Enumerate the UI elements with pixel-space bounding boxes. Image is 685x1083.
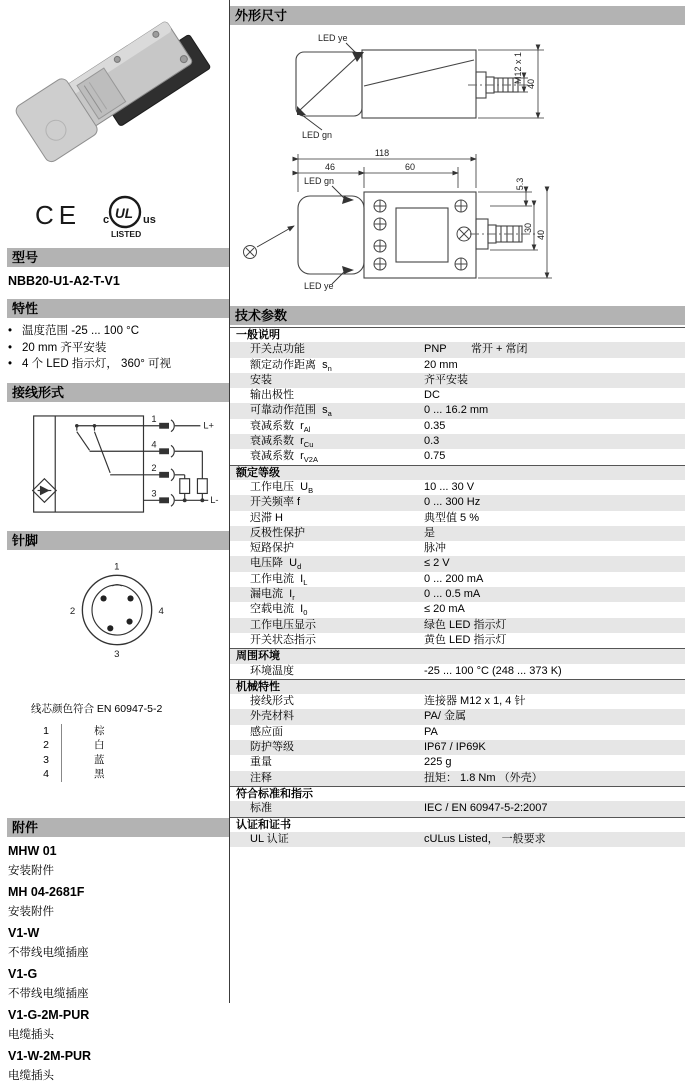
tech-row-label: 防护等级: [250, 741, 294, 754]
tech-row-value: 脉冲: [424, 542, 446, 555]
section-header-model: 型号: [7, 248, 229, 267]
section-header-features: 特性: [7, 299, 229, 318]
tech-row: [230, 664, 685, 679]
tech-row: [230, 633, 685, 648]
accessory-model: V1-G: [8, 966, 38, 981]
tech-row: [230, 511, 685, 526]
core-pin-number: 2: [43, 739, 49, 751]
tech-row: [230, 602, 685, 617]
dimension-drawing-top: [230, 146, 685, 296]
tech-row-label: 反极性保护: [250, 526, 305, 539]
tech-row: [230, 832, 685, 847]
tech-row-value: PA: [424, 725, 438, 738]
tech-row: [230, 373, 685, 388]
side-thread-label: M12 x 1: [513, 51, 523, 85]
tech-row: [230, 495, 685, 510]
tech-row-label: 开关频率 f: [250, 496, 301, 509]
tech-row: [230, 801, 685, 816]
tech-row-label: 额定动作距离 $s_n$: [250, 358, 332, 373]
tech-row: [230, 434, 685, 449]
top-60-dim: 60: [404, 162, 416, 172]
product-photo-image: [7, 4, 225, 186]
bullet-icon: •: [8, 325, 13, 337]
accessory-model: V1-W: [8, 925, 40, 940]
tech-row-value: 0 ... 300 Hz: [424, 496, 481, 509]
tech-row-value: cULus Listed， 一般要求: [424, 832, 546, 845]
accessories-list: [8, 844, 229, 1083]
svg-text:LISTED: LISTED: [111, 229, 142, 239]
tech-row-value: 0.35: [424, 419, 446, 432]
tech-row-value: DC: [424, 389, 440, 402]
tech-row-value-secondary: 常开 + 常闭: [471, 343, 528, 356]
pinout-pin4-label: 4: [158, 605, 164, 617]
accessory-description: 电缆插头: [8, 1069, 54, 1082]
tech-row: [230, 403, 685, 418]
svg-text:c: c: [103, 214, 110, 226]
tech-row: [230, 388, 685, 403]
core-color-name: 黑: [61, 767, 134, 782]
feature-item: [8, 340, 229, 357]
tech-row-value: ≤ 20 mA: [424, 603, 465, 616]
core-color-row: [31, 753, 134, 768]
pinout-pin3-label: 3: [114, 648, 120, 660]
tech-row-label: 衰减系数 $r_{Al}$: [250, 419, 311, 434]
wiring-lplus-label: L+: [203, 420, 214, 431]
tech-row: [230, 755, 685, 770]
ce-mark: CE: [35, 200, 82, 230]
tech-row-label: 环境温度: [250, 664, 294, 677]
tech-row: [230, 342, 685, 357]
tech-row: [230, 541, 685, 556]
tech-row-value: PNP: [424, 343, 447, 356]
tech-row-value: PA/ 金属: [424, 710, 466, 723]
core-color-row: [31, 724, 134, 739]
feature-text: 4 个 LED 指示灯， 360° 可视: [22, 358, 172, 370]
tech-row-label: 开关状态指示: [250, 633, 316, 646]
section-header-dimensions: 外形尺寸: [230, 6, 685, 25]
top-46-dim: 46: [324, 162, 336, 172]
core-color-title: 线芯颜色符合 EN 60947-5-2: [31, 702, 163, 715]
tech-row: [230, 771, 685, 786]
svg-text:us: us: [143, 214, 156, 226]
tech-row-label: 感应面: [250, 725, 283, 738]
bullet-icon: •: [8, 341, 13, 354]
core-color-name: 白: [61, 738, 134, 753]
svg-text:UL: UL: [115, 206, 133, 221]
tech-row-value: IEC / EN 60947-5-2:2007: [424, 802, 548, 815]
tech-row-label: 安装: [250, 373, 272, 386]
accessory-model: V1-W-2M-PUR: [8, 1048, 92, 1063]
tech-row: [230, 572, 685, 587]
core-color-row: [31, 767, 134, 782]
core-pin-number: 1: [43, 724, 49, 737]
section-header-accessories: 附件: [7, 818, 229, 837]
tech-row-label: 重量: [250, 756, 272, 769]
core-pin-number: 4: [43, 768, 49, 780]
tech-row-value: 0 ... 16.2 mm: [424, 404, 489, 417]
accessory-model: MHW 01: [8, 843, 57, 858]
accessory-model: MH 04-2681F: [8, 884, 85, 899]
tech-row: [230, 358, 685, 373]
tech-row-label: 漏电流 $I_r$: [250, 588, 295, 603]
tech-row-label: 衰减系数 $r_{Cu}$: [250, 435, 314, 450]
wiring-pin3-label: 3: [151, 487, 157, 498]
tech-row: [230, 709, 685, 724]
tech-row-value: 连接器 M12 x 1, 4 针: [424, 695, 526, 708]
pinout-diagram: [7, 558, 229, 667]
feature-list: [8, 323, 229, 373]
section-header-pinout: 针脚: [7, 531, 229, 550]
tech-row-value: 0.3: [424, 435, 440, 448]
tech-group-header: 认证和证书: [230, 817, 685, 832]
tech-table: [230, 327, 685, 847]
tech-row-value: 225 g: [424, 756, 452, 769]
tech-row-label: UL 认证: [250, 832, 289, 845]
model-number: NBB20-U1-A2-T-V1: [8, 274, 120, 288]
tech-row: [230, 526, 685, 541]
tech-row-value: 黄色 LED 指示灯: [424, 633, 507, 646]
feature-text: 20 mm 齐平安装: [22, 341, 107, 354]
top-40-dim: 40: [536, 229, 546, 241]
tech-row-value: 20 mm: [424, 358, 458, 371]
tech-row-value: -25 ... 100 °C (248 ... 373 K): [424, 664, 562, 677]
top-led-gn-label: LED gn: [304, 176, 335, 186]
tech-row: [230, 740, 685, 755]
top-total-dim: 118: [374, 148, 390, 158]
tech-row: [230, 449, 685, 464]
dimension-drawing-side: [230, 30, 685, 144]
tech-row-value: 绿色 LED 指示灯: [424, 618, 507, 631]
tech-row-value: 0 ... 0.5 mA: [424, 588, 481, 601]
tech-row: [230, 419, 685, 434]
right-column: [230, 0, 685, 1003]
tech-row: [230, 725, 685, 740]
accessory-description: 不带线电缆插座: [8, 946, 89, 959]
tech-row-value: 0 ... 200 mA: [424, 572, 484, 585]
wiring-diagram: [7, 410, 229, 525]
accessory-description: 安装附件: [8, 905, 54, 918]
tech-row-label: 输出极性: [250, 389, 294, 402]
tech-row-value: 典型值 5 %: [424, 511, 480, 524]
accessory-model: V1-G-2M-PUR: [8, 1007, 90, 1022]
tech-row-label: 接线形式: [250, 695, 294, 708]
tech-group-header: 一般说明: [230, 327, 685, 342]
tech-row-label: 电压降 $U_d$: [250, 557, 302, 572]
accessory-description: 安装附件: [8, 864, 54, 877]
tech-row-value: 0.75: [424, 450, 446, 463]
wiring-lminus-label: L-: [210, 494, 219, 505]
wiring-pin4-label: 4: [151, 438, 157, 449]
accessory-description: 不带线电缆插座: [8, 987, 89, 1000]
left-column: [0, 0, 230, 1082]
tech-row-label: 衰减系数 $r_{V2A}$: [250, 450, 318, 465]
core-color-block: [31, 701, 229, 782]
tech-row-label: 标准: [250, 802, 272, 815]
side-led-ye-label: LED ye: [318, 33, 348, 43]
tech-row-label: 注释: [250, 771, 272, 784]
side-40-label: 40: [526, 78, 536, 90]
tech-row: [230, 556, 685, 571]
tech-row-label: 工作电流 $I_L$: [250, 572, 308, 587]
feature-item: [8, 356, 229, 373]
ul-mark: [103, 197, 156, 239]
tech-row-value: IP67 / IP69K: [424, 741, 486, 754]
tech-row-label: 工作电压 $U_B$: [250, 480, 314, 496]
section-header-wiring: 接线形式: [7, 383, 229, 402]
tech-row-value: 10 ... 30 V: [424, 480, 475, 493]
tech-row-value: 齐平安装: [424, 373, 468, 386]
tech-row-value: 是: [424, 526, 435, 539]
section-header-tech: 技术参数: [230, 306, 685, 325]
top-30-dim: 30: [523, 222, 533, 234]
product-photo: [7, 4, 225, 186]
core-pin-number: 3: [43, 753, 49, 766]
core-color-name: 棕: [61, 724, 134, 739]
tech-row: [230, 694, 685, 709]
top-led-ye-label: LED ye: [304, 281, 334, 291]
tech-row: [230, 587, 685, 602]
tech-row-label: 空载电流 $I_0$: [250, 603, 308, 618]
tech-row-label: 可靠动作范围 $s_a$: [250, 404, 332, 419]
tech-group-header: 额定等级: [230, 465, 685, 480]
pinout-pin2-label: 2: [69, 605, 76, 617]
wiring-pin2-label: 2: [151, 462, 157, 473]
tech-row-label: 工作电压显示: [250, 618, 316, 631]
tech-row-label: 开关点功能: [250, 343, 305, 356]
certification-marks: [7, 192, 225, 240]
side-led-gn-label: LED gn: [302, 130, 333, 140]
wiring-pin1-label: 1: [151, 413, 157, 424]
accessory-description: 电缆插头: [8, 1028, 54, 1041]
tech-row-value: 扭矩： 1.8 Nm （外壳）: [424, 771, 543, 784]
tech-row-value: ≤ 2 V: [424, 557, 450, 570]
tech-row: [230, 480, 685, 495]
pinout-pin1-label: 1: [114, 561, 120, 573]
core-color-table: [31, 724, 134, 782]
bullet-icon: •: [8, 358, 13, 370]
tech-row-label: 外壳材料: [250, 710, 294, 723]
core-color-name: 蓝: [61, 753, 134, 768]
tech-row-label: 短路保护: [250, 542, 294, 555]
tech-group-header: 符合标准和指示: [230, 786, 685, 801]
top-53-dim: 5.3: [515, 177, 525, 191]
tech-group-header: 机械特性: [230, 679, 685, 694]
tech-group-header: 周围环境: [230, 648, 685, 663]
core-color-row: [31, 738, 134, 753]
feature-item: [8, 323, 229, 340]
tech-row: [230, 618, 685, 633]
feature-text: 温度范围 -25 ... 100 °C: [22, 325, 140, 337]
tech-row-label: 迟滞 H: [250, 511, 283, 524]
